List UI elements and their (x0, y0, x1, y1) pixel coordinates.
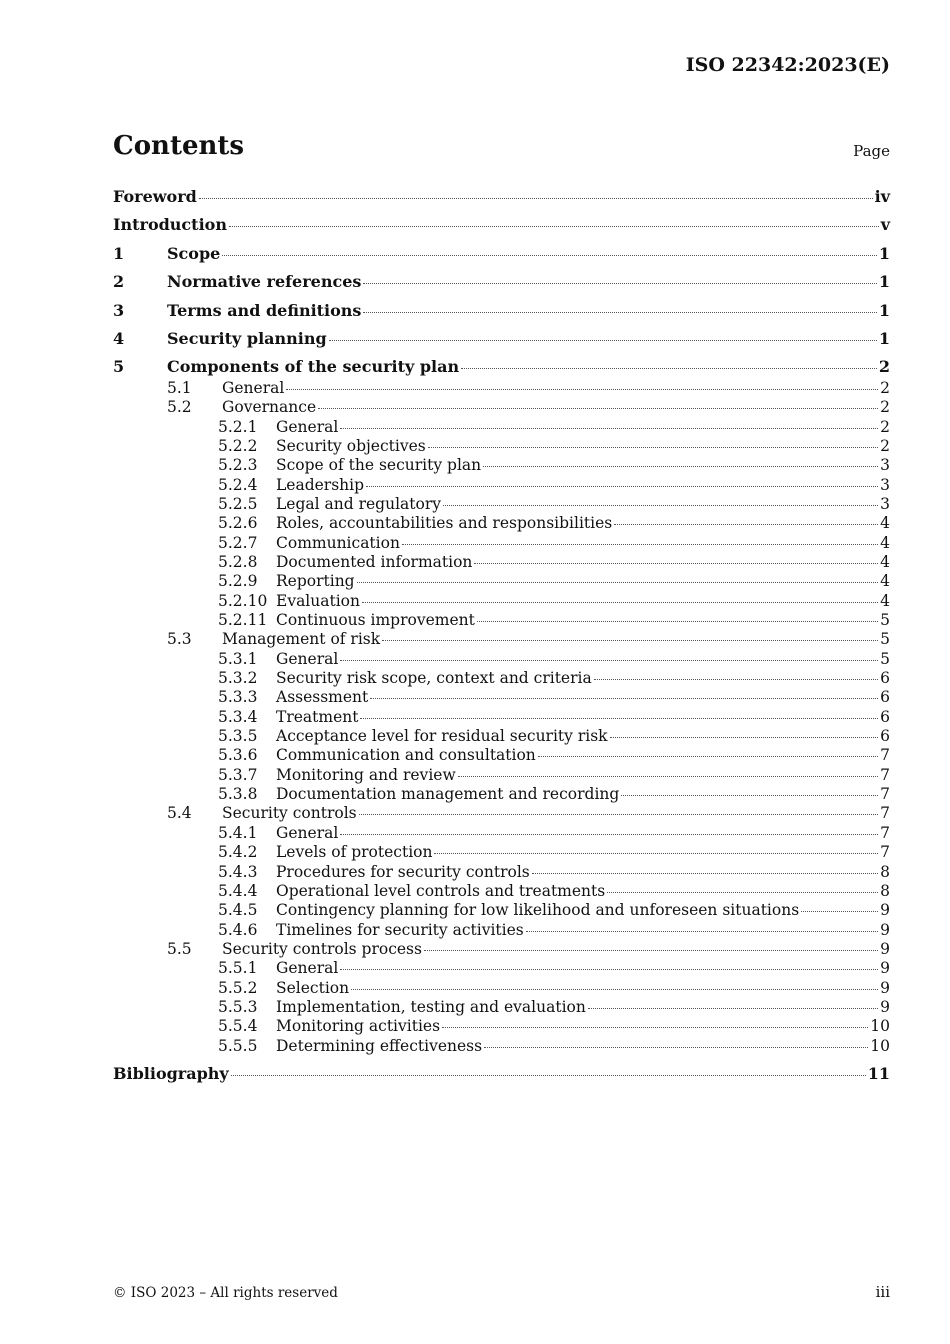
toc-entry-title: Assessment (276, 688, 369, 707)
toc-entry-title: Communication and consultation (276, 746, 536, 765)
toc-entry[interactable] (113, 824, 890, 843)
toc-entry-number: 5.4 (167, 804, 192, 823)
toc-entry-page: 4 (880, 514, 890, 533)
toc-entry[interactable] (113, 1060, 890, 1088)
toc-entry[interactable] (113, 921, 890, 940)
toc-entry-page: 6 (880, 669, 890, 688)
toc-entry-page: 2 (880, 436, 890, 455)
dot-leader (231, 1075, 866, 1076)
toc-entry[interactable] (113, 688, 890, 707)
toc-entry-page: 9 (880, 997, 890, 1016)
toc-entry-number: 5 (113, 357, 125, 377)
toc-entry-title: General (276, 823, 339, 842)
toc-entry[interactable] (113, 572, 890, 591)
toc-entry-page: 7 (880, 804, 890, 823)
dot-leader (357, 582, 879, 583)
toc-entry-number: 5.3 (167, 630, 192, 649)
dot-leader (614, 524, 878, 525)
toc-entry[interactable] (113, 611, 890, 630)
toc-entry[interactable] (113, 534, 890, 553)
toc-entry[interactable] (113, 650, 890, 669)
toc-entry-title: General (276, 417, 339, 436)
dot-leader (526, 931, 878, 932)
toc-entry-page: 2 (878, 357, 890, 377)
toc-entry-number: 5.2.1 (218, 417, 258, 436)
toc-entry-title: Communication (276, 533, 400, 552)
dot-leader (538, 756, 878, 757)
toc-entry-title: Components of the security plan (167, 357, 460, 377)
dot-leader (461, 368, 877, 369)
toc-entry-number: 5.5.3 (218, 997, 258, 1016)
toc-entry[interactable] (113, 495, 890, 514)
toc-entry-number: 2 (113, 272, 125, 292)
toc-entry-title: Introduction (113, 215, 227, 235)
toc-entry-page: 4 (880, 533, 890, 552)
toc-entry-page: 3 (880, 475, 890, 494)
toc-entry-title: Security planning (167, 328, 327, 348)
dot-leader (359, 814, 879, 815)
toc-entry[interactable] (113, 882, 890, 901)
toc-entry[interactable] (113, 398, 890, 417)
dot-leader (588, 1008, 878, 1009)
toc-entry[interactable] (113, 1037, 890, 1056)
toc-entry-title: Timelines for security activities (276, 920, 524, 939)
toc-entry-page: 10 (870, 1036, 890, 1055)
toc-entry[interactable] (113, 630, 890, 649)
toc-entry[interactable] (113, 708, 890, 727)
dot-leader (483, 466, 878, 467)
toc-entry-page: 4 (880, 591, 890, 610)
toc-entry[interactable] (113, 183, 890, 211)
toc-entry-page: 8 (880, 862, 890, 881)
toc-entry-title: Normative references (167, 272, 362, 292)
toc-entry-title: Monitoring and review (276, 765, 456, 784)
toc-entry-title: Roles, accountabilities and responsibilities (276, 514, 613, 533)
toc-entry-title: Bibliography (113, 1064, 229, 1083)
toc-entry-page: v (880, 215, 890, 235)
toc-entry-page: 6 (880, 688, 890, 707)
toc-entry-number: 5.4.4 (218, 881, 258, 900)
toc-entry-title: Monitoring activities (276, 1017, 441, 1036)
toc-entry-number: 5.4.5 (218, 901, 258, 920)
toc-entry-number: 5.2.10 (218, 591, 268, 610)
dot-leader (340, 428, 878, 429)
toc-entry-page: 6 (880, 727, 890, 746)
copyright-notice: © ISO 2023 – All rights reserved (113, 1285, 338, 1301)
dot-leader (329, 340, 877, 341)
toc-entry[interactable] (113, 766, 890, 785)
toc-entry[interactable] (113, 268, 890, 296)
toc-entry-title: Levels of protection (276, 843, 433, 862)
toc-entry-number: 5.3.1 (218, 649, 258, 668)
toc-entry-page: 6 (880, 707, 890, 726)
toc-entry-page: 1 (878, 272, 890, 292)
toc-entry-number: 5.4.6 (218, 920, 258, 939)
toc-entry[interactable] (113, 959, 890, 978)
toc-entry-number: 3 (113, 300, 125, 320)
toc-entry[interactable] (113, 379, 890, 398)
dot-leader (532, 873, 878, 874)
page-title: Contents (113, 131, 245, 161)
dot-leader (402, 544, 878, 545)
toc-entry[interactable] (113, 514, 890, 533)
toc-entry-number: 5.3.6 (218, 746, 258, 765)
toc-entry[interactable] (113, 804, 890, 823)
toc-entry-number: 4 (113, 328, 125, 348)
toc-entry-number: 5.3.4 (218, 707, 258, 726)
toc-entry-number: 5.2.8 (218, 552, 258, 571)
dot-leader (366, 486, 878, 487)
toc-entry-title: Acceptance level for residual security risk (276, 727, 608, 746)
toc-entry[interactable] (113, 1017, 890, 1036)
dot-leader (621, 795, 878, 796)
toc-entry-title: Security objectives (276, 436, 426, 455)
toc-entry-title: Reporting (276, 572, 355, 591)
toc-entry-page: 8 (880, 881, 890, 900)
toc-entry-title: Security controls process (222, 939, 422, 958)
dot-leader (340, 834, 878, 835)
dot-leader (363, 283, 876, 284)
toc-entry-number: 5.3.5 (218, 727, 258, 746)
toc-entry[interactable] (113, 418, 890, 437)
toc-entry-number: 5.5.2 (218, 978, 258, 997)
toc-entry-title: Selection (276, 978, 350, 997)
dot-leader (443, 505, 878, 506)
toc-entry-number: 5.5 (167, 939, 192, 958)
toc-entry-number: 5.3.7 (218, 765, 258, 784)
toc-entry-page: 2 (880, 417, 890, 436)
toc-entry[interactable] (113, 592, 890, 611)
toc-entry-page: 2 (880, 378, 890, 397)
dot-leader (594, 679, 878, 680)
toc-entry-page: 7 (880, 785, 890, 804)
toc-entry-title: Continuous improvement (276, 610, 475, 629)
table-of-contents (113, 183, 890, 1088)
dot-leader (340, 660, 878, 661)
toc-entry-page: 7 (880, 843, 890, 862)
toc-entry-title: Scope of the security plan (276, 456, 482, 475)
toc-entry-title: Scope (167, 243, 221, 263)
toc-entry-title: Treatment (276, 707, 359, 726)
toc-entry-page: 5 (880, 649, 890, 668)
toc-entry-number: 5.2.4 (218, 475, 258, 494)
toc-entry[interactable] (113, 785, 890, 804)
dot-leader (610, 737, 879, 738)
dot-leader (362, 602, 878, 603)
dot-leader (484, 1047, 868, 1048)
toc-entry-number: 5.2.2 (218, 436, 258, 455)
toc-entry-number: 5.1 (167, 378, 192, 397)
toc-entry-number: 5.3.2 (218, 669, 258, 688)
toc-entry-title: Legal and regulatory (276, 494, 441, 513)
toc-entry[interactable] (113, 901, 890, 920)
toc-entry[interactable] (113, 940, 890, 959)
dot-leader (458, 776, 878, 777)
dot-leader (370, 698, 878, 699)
toc-entry-title: General (276, 959, 339, 978)
toc-entry-number: 5.4.3 (218, 862, 258, 881)
toc-entry-page: 1 (878, 243, 890, 263)
toc-entry-title: Management of risk (222, 630, 381, 649)
page-column-label: Page (853, 142, 890, 160)
toc-entry-page: 9 (880, 939, 890, 958)
toc-entry-page: 4 (880, 552, 890, 571)
toc-entry-page: 9 (880, 901, 890, 920)
toc-entry-number: 5.2.5 (218, 494, 258, 513)
toc-entry[interactable] (113, 437, 890, 456)
toc-entry-page: 3 (880, 494, 890, 513)
toc-entry-page: 4 (880, 572, 890, 591)
toc-entry-page: 7 (880, 746, 890, 765)
toc-entry[interactable] (113, 456, 890, 475)
toc-entry-title: General (222, 378, 285, 397)
toc-entry-number: 5.5.5 (218, 1036, 258, 1055)
toc-entry-page: 5 (880, 630, 890, 649)
toc-entry-page: 1 (878, 300, 890, 320)
toc-entry-number: 5.5.4 (218, 1017, 258, 1036)
toc-entry[interactable] (113, 297, 890, 325)
toc-entry[interactable] (113, 669, 890, 688)
dot-leader (434, 853, 878, 854)
toc-entry[interactable] (113, 746, 890, 765)
dot-leader (351, 989, 878, 990)
dot-leader (340, 969, 878, 970)
toc-entry-number: 5.2.9 (218, 572, 258, 591)
toc-entry[interactable] (113, 843, 890, 862)
dot-leader (229, 226, 879, 227)
dot-leader (199, 198, 873, 199)
toc-entry-page: 7 (880, 765, 890, 784)
dot-leader (382, 640, 878, 641)
document-id: ISO 22342:2023(E) (685, 54, 890, 76)
toc-entry-page: 9 (880, 978, 890, 997)
toc-entry[interactable] (113, 998, 890, 1017)
toc-entry-title: Documentation management and recording (276, 785, 620, 804)
toc-entry-number: 5.2.7 (218, 533, 258, 552)
toc-entry-page: 7 (880, 823, 890, 842)
toc-entry-title: Security risk scope, context and criteria (276, 669, 592, 688)
dot-leader (442, 1027, 868, 1028)
toc-entry-title: Procedures for security controls (276, 862, 530, 881)
toc-entry[interactable] (113, 727, 890, 746)
toc-entry-page: 9 (880, 959, 890, 978)
toc-entry-number: 5.2 (167, 398, 192, 417)
toc-entry-number: 5.2.6 (218, 514, 258, 533)
toc-entry[interactable] (113, 211, 890, 239)
toc-entry-number: 5.5.1 (218, 959, 258, 978)
dot-leader (607, 892, 878, 893)
toc-entry-page: 5 (880, 610, 890, 629)
toc-entry-page: 3 (880, 456, 890, 475)
toc-entry-number: 5.3.3 (218, 688, 258, 707)
dot-leader (428, 447, 878, 448)
toc-entry-title: Foreword (113, 187, 197, 206)
dot-leader (424, 950, 878, 951)
toc-entry-page: 10 (870, 1017, 890, 1036)
toc-entry-title: Terms and definitions (167, 300, 362, 320)
toc-entry[interactable] (113, 863, 890, 882)
toc-entry-title: Contingency planning for low likelihood and unforeseen situations (276, 901, 800, 920)
toc-entry-page: 2 (880, 398, 890, 417)
dot-leader (286, 389, 878, 390)
dot-leader (360, 718, 878, 719)
toc-entry-title: Leadership (276, 475, 365, 494)
toc-entry[interactable] (113, 979, 890, 998)
dot-leader (363, 312, 876, 313)
toc-entry[interactable] (113, 240, 890, 268)
dot-leader (222, 255, 877, 256)
dot-leader (318, 408, 878, 409)
toc-entry-number: 1 (113, 243, 125, 263)
page-number: iii (875, 1283, 890, 1301)
toc-entry-number: 5.2.11 (218, 610, 268, 629)
toc-entry-title: Determining effectiveness (276, 1036, 483, 1055)
toc-entry-number: 5.3.8 (218, 785, 258, 804)
toc-entry-title: Implementation, testing and evaluation (276, 997, 586, 1016)
toc-entry-page: 9 (880, 920, 890, 939)
toc-entry[interactable] (113, 353, 890, 381)
toc-entry-page: 11 (867, 1064, 890, 1083)
toc-entry-title: Security controls (222, 804, 357, 823)
toc-entry-title: Evaluation (276, 591, 360, 610)
toc-entry-number: 5.4.1 (218, 823, 258, 842)
toc-entry-page: iv (874, 187, 890, 206)
dot-leader (801, 911, 878, 912)
toc-entry-title: Documented information (276, 552, 473, 571)
toc-entry[interactable] (113, 325, 890, 353)
toc-entry-number: 5.4.2 (218, 843, 258, 862)
dot-leader (477, 621, 878, 622)
toc-entry-page: 1 (878, 328, 890, 348)
toc-entry[interactable] (113, 476, 890, 495)
toc-entry-title: Operational level controls and treatments (276, 881, 606, 900)
toc-entry-title: General (276, 649, 339, 668)
dot-leader (474, 563, 878, 564)
toc-entry-title: Governance (222, 398, 317, 417)
toc-entry-number: 5.2.3 (218, 456, 258, 475)
toc-entry[interactable] (113, 553, 890, 572)
